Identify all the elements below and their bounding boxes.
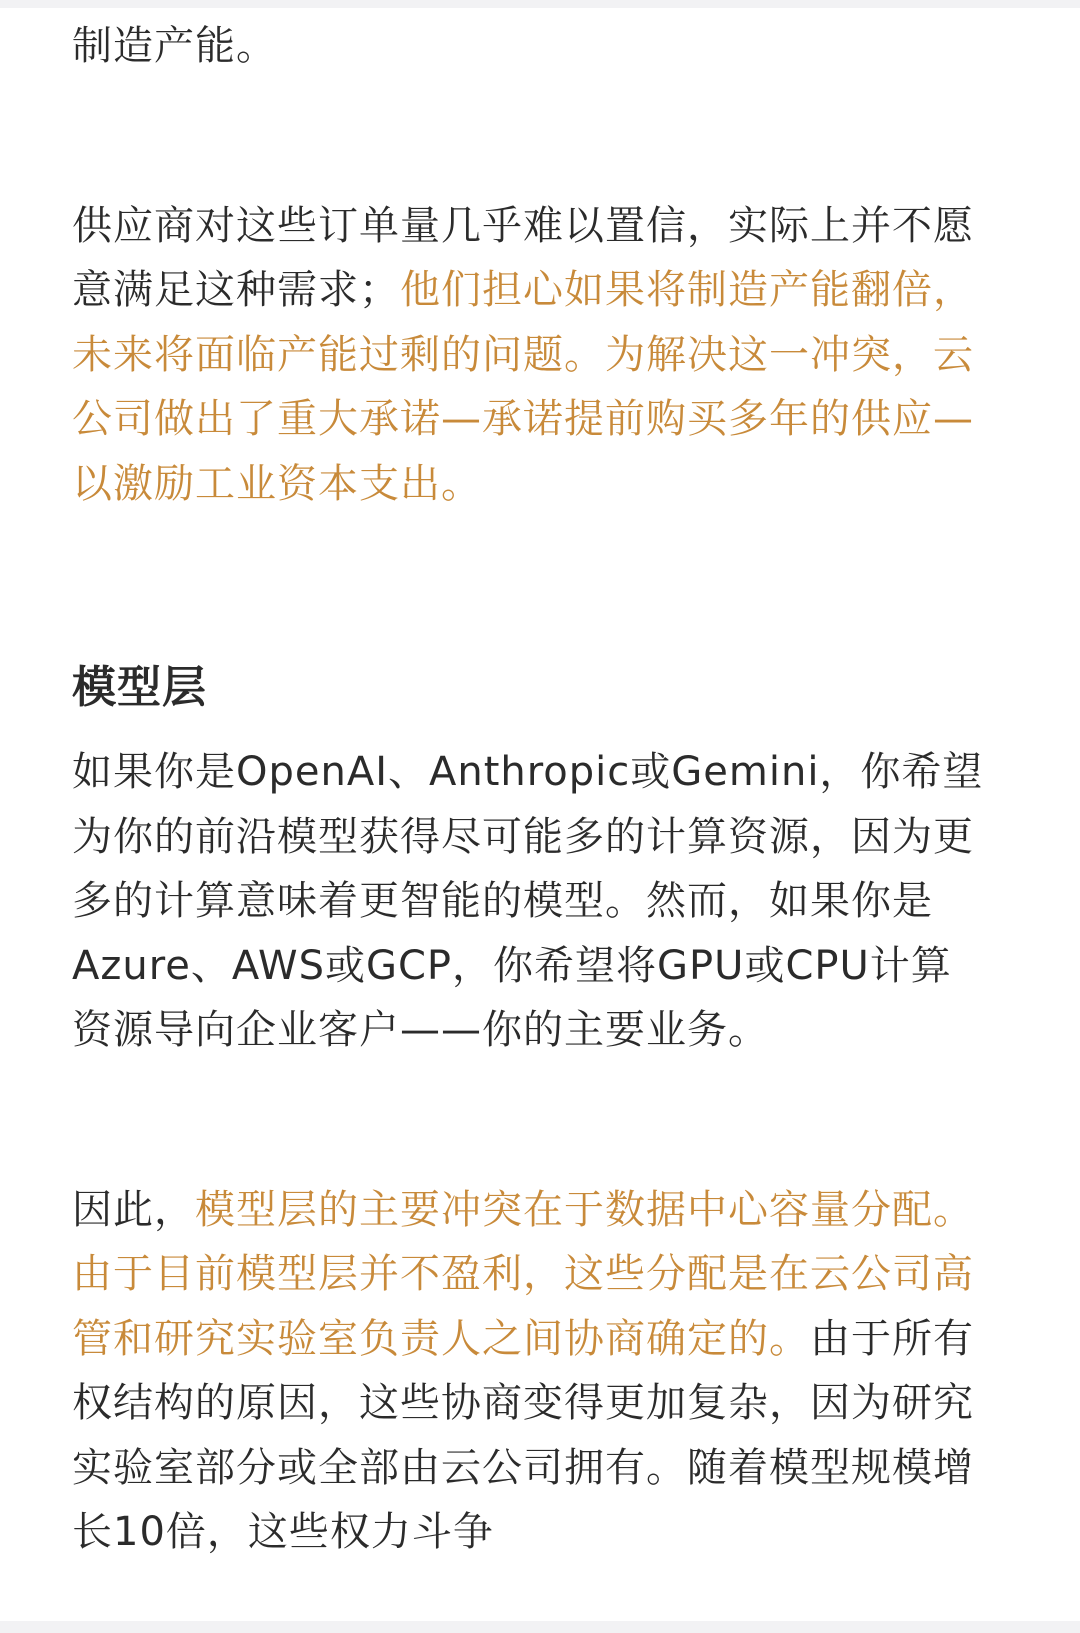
article-body — [72, 14, 984, 1565]
paragraph-suppliers — [72, 194, 984, 517]
section-heading-model-layer: 模型层 — [72, 662, 207, 713]
highlighted-text: 他们担心如果将制造产能翻倍，未来将面临产能过剩的问题。为解决这一冲突，云公司做出了重大承诺—承诺提前购买多年的供应—以激励工业资本支出。 — [72, 267, 974, 507]
highlighted-text: 模型层的主要冲突在于数据中心容量分配。由于目前模型层并不盈利，这些分配是在云公司高管和研究实验室负责人之间协商确定的。 — [72, 1186, 974, 1362]
paragraph-manufacturing: 制造产能。 — [72, 23, 277, 69]
paragraph-text: 供应商对这些订单量几乎难以置信，实际上并不愿意满足这种需求； — [72, 202, 974, 313]
paragraph-conflict — [72, 1178, 984, 1565]
paragraph-text: 由于所有权结构的原因，这些协商变得更加复杂，因为研究实验室部分或全部由云公司拥有。随着模型规模增长10倍，这些权力斗争 — [72, 1315, 974, 1555]
paragraph-text: 因此， — [72, 1186, 195, 1233]
top-status-strip — [0, 0, 1080, 8]
bottom-strip — [0, 1621, 1080, 1633]
paragraph-model-layer: 如果你是OpenAI、Anthropic或Gemini，你希望为你的前沿模型获得尽可能多的计算资源，因为更多的计算意味着更智能的模型。然而，如果你是Azure、AWS或GCP，你希望将GPU或CPU计算资源导向企业客户——你的主要业务。 — [72, 749, 984, 1053]
